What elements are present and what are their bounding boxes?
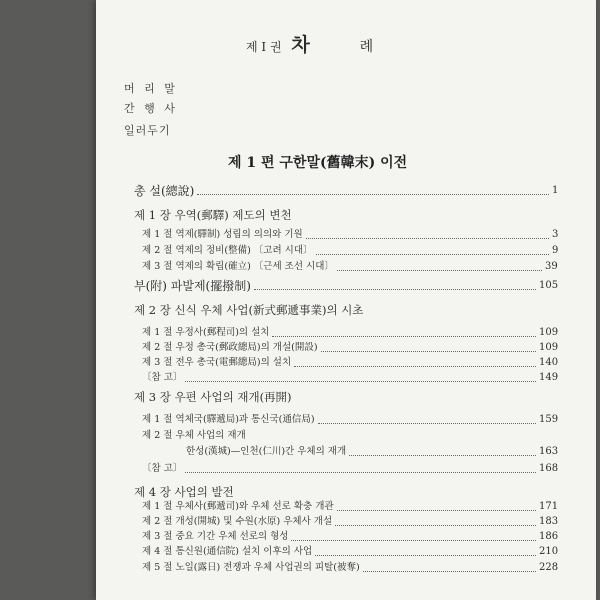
toc-page-number: 210 <box>539 546 559 557</box>
toc-entry-text: 제 2 절 우정 총국(郵政總局)의 개설(開設) <box>142 342 318 353</box>
toc-leader-dots <box>337 510 536 511</box>
toc-entry <box>142 228 559 242</box>
toc-leader-dots <box>185 381 536 382</box>
volume-label: 제 I 권 <box>246 40 282 54</box>
toc-entry <box>142 326 559 340</box>
toc-leader-dots <box>321 351 536 352</box>
toc-entry-text: 제 1 절 역체국(驛遞局)과 통신국(通信局) <box>142 414 315 425</box>
toc-page-number: 9 <box>552 245 559 256</box>
front-matter-foreword: 간 행 사 <box>124 102 178 115</box>
toc-leader-dots <box>306 238 549 239</box>
toc-entry <box>142 371 559 385</box>
toc-entry-text: 제 3 절 전우 총국(電郵總局)의 설치 <box>142 357 292 368</box>
toc-entry <box>142 413 559 427</box>
volume-title-2: 례 <box>359 39 374 55</box>
volume-title: 차 <box>291 34 312 56</box>
toc-entry <box>186 445 559 459</box>
document-page <box>96 0 596 600</box>
toc-entry-text: 부(附) 파발제(擺撥制) <box>134 279 251 293</box>
toc-entry <box>134 485 234 499</box>
toc-entry <box>142 429 246 443</box>
toc-leader-dots <box>337 270 542 271</box>
part-title: 제 1 편 구한말(舊韓末) 이전 <box>228 155 408 171</box>
toc-entry <box>142 515 559 529</box>
toc-entry-text: 제 2 절 역제의 정비(整備) 〔고려 시대〕 <box>142 245 313 256</box>
toc-entry-text: 제 1 장 우역(郵驛) 제도의 변천 <box>134 208 292 222</box>
toc-entry-text: 한성(漢城)—인천(仁川)간 우체의 재개 <box>186 446 347 457</box>
toc-entry <box>142 545 559 559</box>
toc-entry-text: 제 3 장 우편 사업의 재개(再開) <box>134 390 292 404</box>
toc-entry-text: 제 2 절 개성(開城) 및 수원(水原) 우체사 개설 <box>142 516 333 527</box>
toc-leader-dots <box>291 540 536 541</box>
toc-entry <box>142 500 559 514</box>
toc-entry-text: 제 2 장 신식 우체 사업(新式郵遞事業)의 시초 <box>134 303 364 317</box>
toc-entry <box>142 244 559 258</box>
toc-entry-text: 제 4 장 사업의 발전 <box>134 485 234 499</box>
toc-page-number: 183 <box>539 516 559 527</box>
toc-entry <box>134 208 292 222</box>
toc-entry <box>134 184 559 198</box>
toc-entry-text: 〔참 고〕 <box>142 463 183 474</box>
toc-leader-dots <box>254 289 536 290</box>
toc-leader-dots <box>349 455 536 456</box>
toc-entry-text: 제 3 절 역제의 확립(確立) 〔근세 조선 시대〕 <box>142 261 334 272</box>
toc-leader-dots <box>272 336 536 337</box>
toc-entry-text: 총 설(總說) <box>134 184 195 198</box>
toc-leader-dots <box>363 571 536 572</box>
toc-entry <box>142 341 559 355</box>
toc-page-number: 186 <box>539 531 559 542</box>
toc-page-number: 105 <box>539 280 559 291</box>
toc-page-number: 109 <box>539 342 559 353</box>
toc-page-number: 163 <box>539 446 559 457</box>
toc-page-number: 3 <box>552 229 559 240</box>
toc-leader-dots <box>197 194 549 195</box>
toc-page-number: 171 <box>539 501 559 512</box>
toc-entry <box>142 462 559 476</box>
toc-page-number: 39 <box>545 261 558 272</box>
toc-entry <box>134 279 559 293</box>
toc-page-number: 1 <box>552 185 559 196</box>
toc-page-number: 109 <box>539 327 559 338</box>
toc-entry-text: 제 1 절 우체사(郵遞司)와 우체 선로 확충 개관 <box>142 501 334 512</box>
toc-page-number: 149 <box>539 372 559 383</box>
toc-page-number: 159 <box>539 414 559 425</box>
toc-entry <box>142 561 559 575</box>
toc-leader-dots <box>294 366 536 367</box>
toc-entry <box>142 356 559 370</box>
toc-page-number: 168 <box>539 463 559 474</box>
toc-entry-text: 제 1 절 역제(驛制) 성립의 의의와 기원 <box>142 229 303 240</box>
toc-entry-text: 〔참 고〕 <box>142 372 183 383</box>
toc-page-number: 140 <box>539 357 559 368</box>
toc-entry-text: 제 5 절 노일(露日) 전쟁과 우체 사업권의 피탈(被奪) <box>142 562 360 573</box>
toc-entry <box>134 390 292 404</box>
toc-leader-dots <box>318 423 536 424</box>
front-matter-preface: 머 리 말 <box>124 82 178 95</box>
toc-leader-dots <box>316 254 549 255</box>
toc-leader-dots <box>185 472 536 473</box>
toc-entry-text: 제 3 절 중요 기간 우체 선로의 형성 <box>142 531 289 542</box>
toc-leader-dots <box>335 525 536 526</box>
volume-heading <box>246 30 373 57</box>
toc-entry-text: 제 2 절 우체 사업의 재개 <box>142 430 246 441</box>
toc-entry-text: 제 4 절 통신원(通信院) 설치 이후의 사업 <box>142 546 313 557</box>
toc-entry <box>142 530 559 544</box>
toc-leader-dots <box>315 555 536 556</box>
toc-entry <box>134 303 363 317</box>
front-matter-notes: 일러두기 <box>124 124 171 137</box>
toc-page-number: 228 <box>539 562 559 573</box>
toc-entry <box>142 260 558 274</box>
toc-entry-text: 제 1 절 우정사(郵程司)의 설치 <box>142 327 270 338</box>
